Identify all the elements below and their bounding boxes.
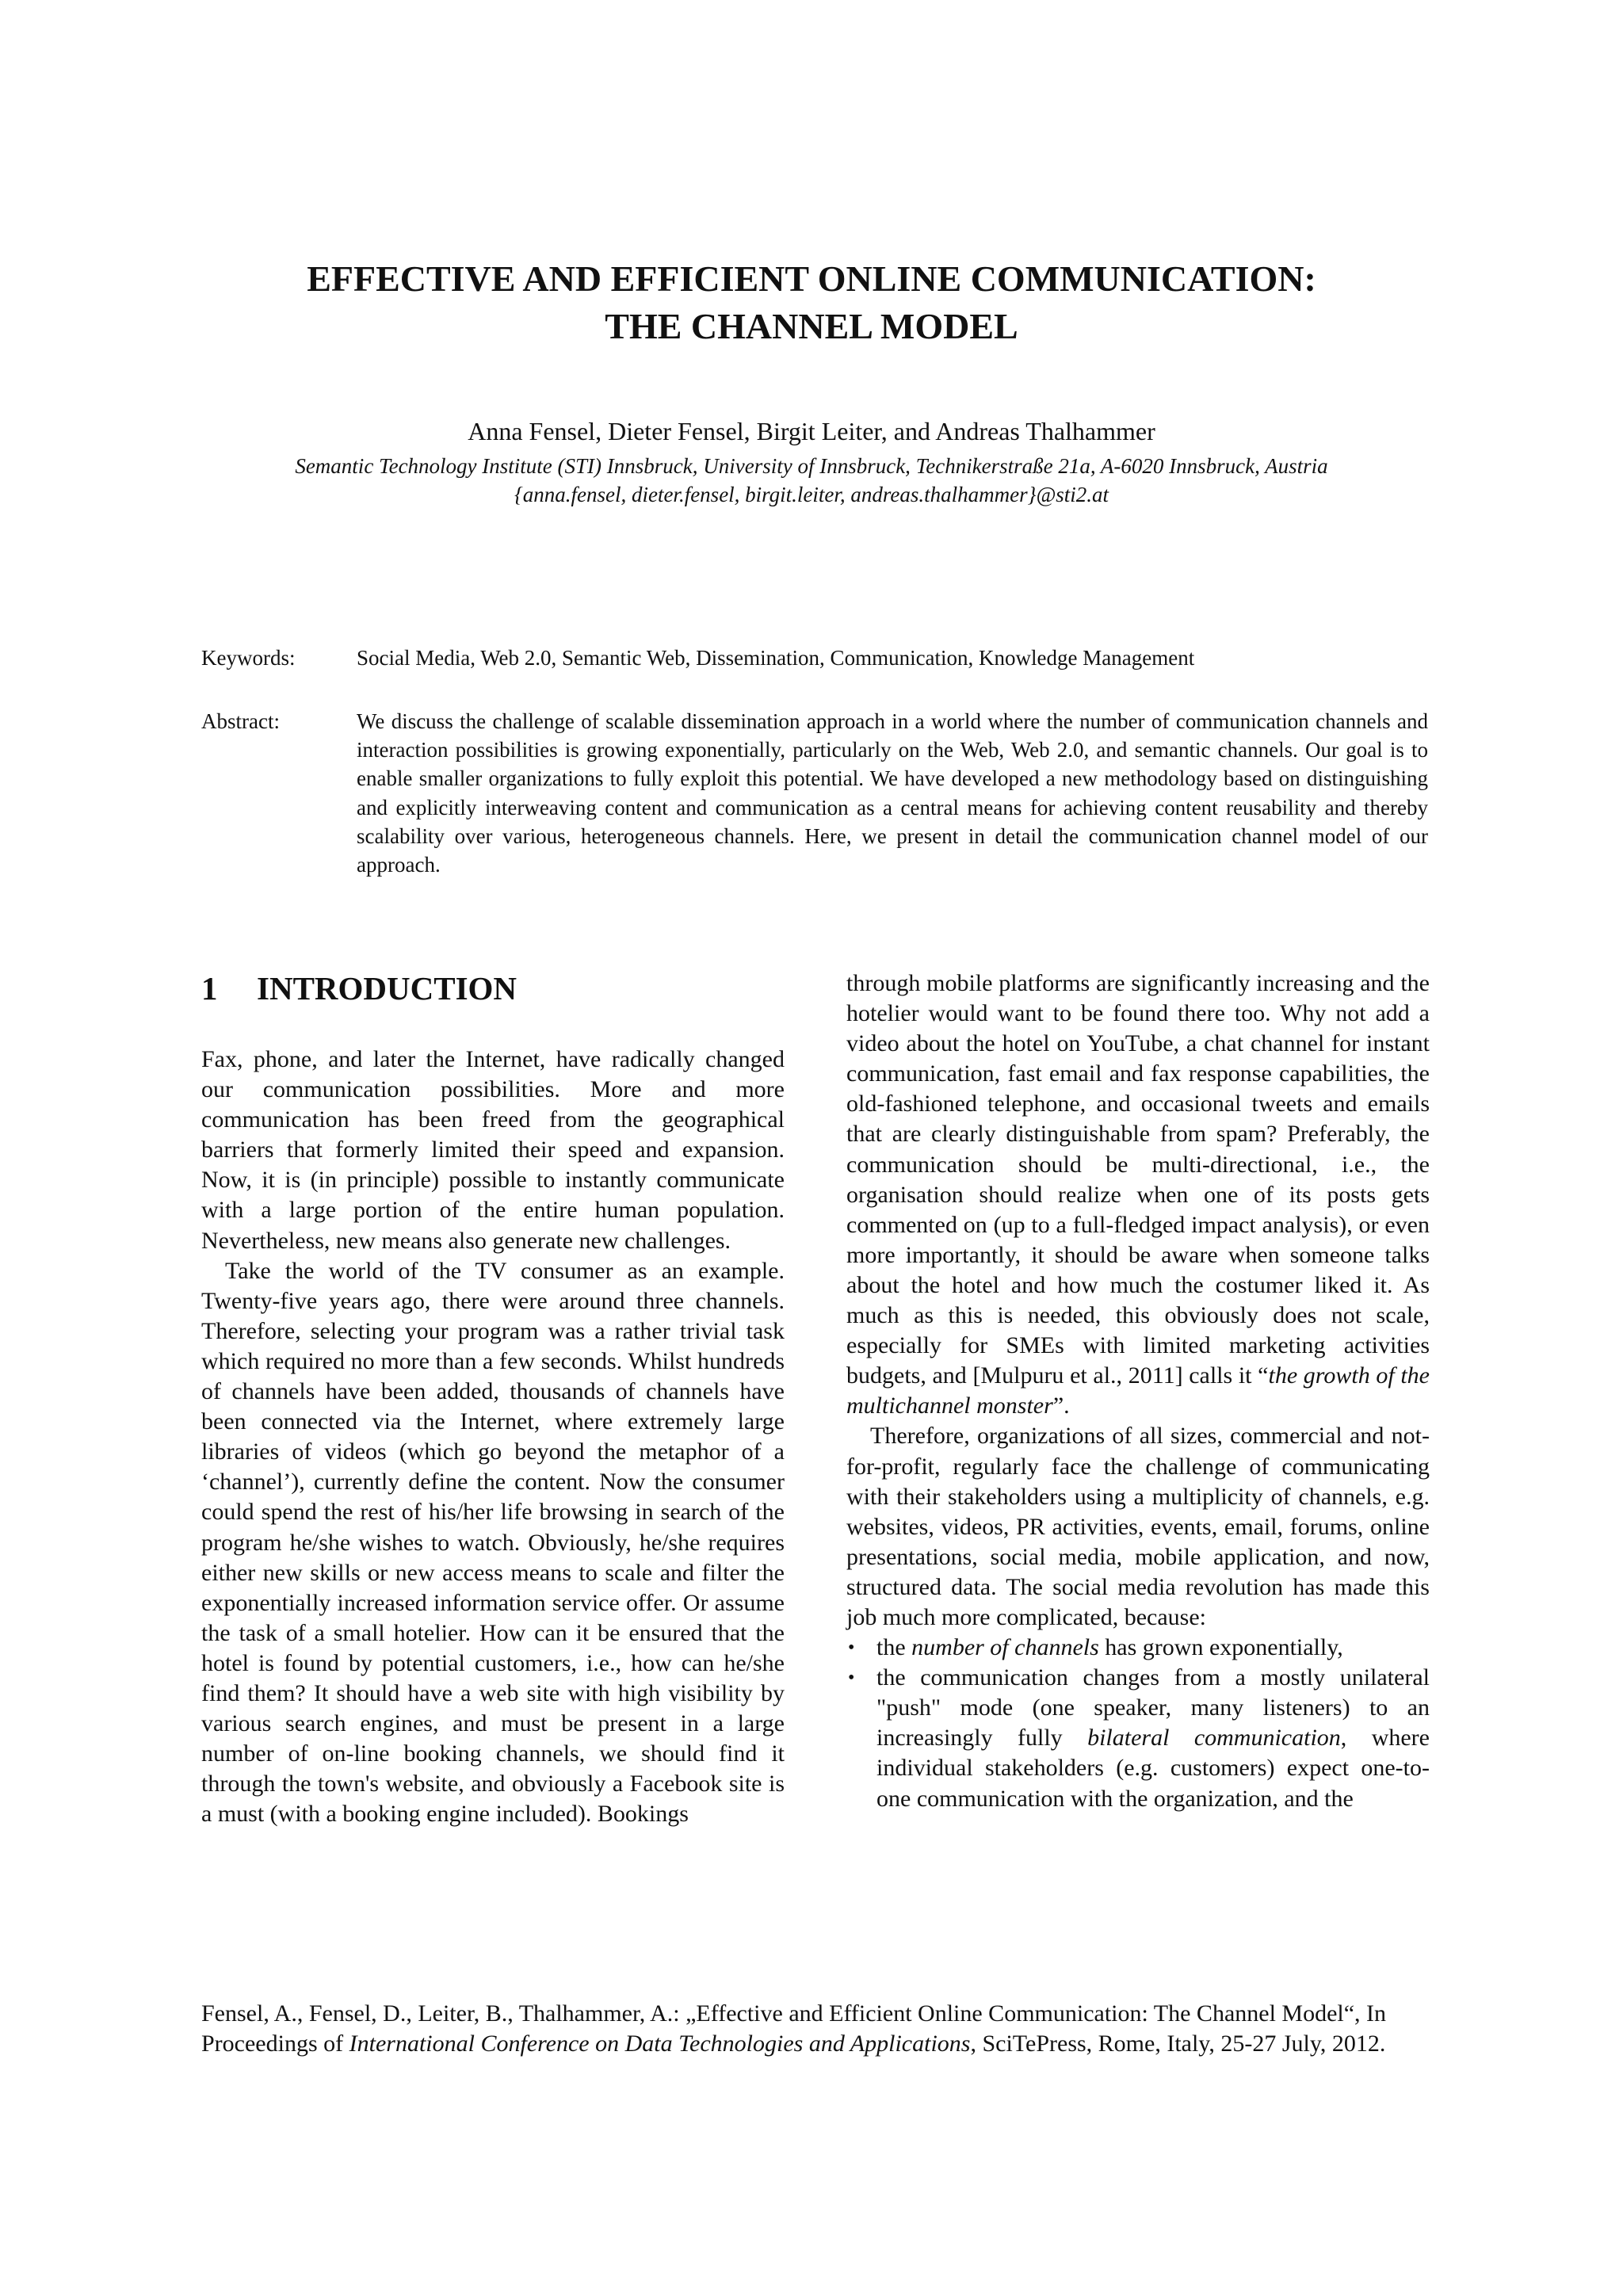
citation-text: Fensel, A., Fensel, D., Leiter, B., Thalhammer, A.: „Effective and Efficient Online Communication: The Channel Model“, In Proceedings of (201, 2000, 1387, 2057)
section-heading (201, 968, 517, 1008)
abstract-label: Abstract: (201, 709, 280, 733)
author-emails: {anna.fensel, dieter.fensel, birgit.leiter, andreas.thalhammer}@sti2.at (514, 483, 1109, 506)
right-column (846, 968, 1430, 1814)
section-number: 1 (201, 970, 218, 1007)
right-paragraph-1 (846, 968, 1430, 1421)
citation-footer (201, 1999, 1438, 2059)
citation-end: , SciTePress, Rome, Italy, 25-27 July, 2012. (970, 2030, 1386, 2057)
bullet2-end: , where individual stakeholders (e.g. customers) expect one-to-one communication with the organization, and the (876, 1725, 1430, 1812)
keywords-label: Keywords: (201, 646, 296, 670)
intro-paragraph-1: Fax, phone, and later the Internet, have radically changed our communication possibilities. More and more communication has been freed from the geographical barriers that formerly limited their speed and expansion. Now, it is (in principle) possible to instantly communicate with a large portion of the entire human population. Nevertheless, new means also generate new challenges. (201, 1046, 785, 1254)
bullet1-text: the (876, 1634, 912, 1661)
bullet1-emphasis: number of channels (911, 1634, 1099, 1661)
list-item (846, 1663, 1430, 1813)
left-column (201, 1045, 785, 1829)
right-p1-text: through mobile platforms are significantly increasing and the hotelier would want to be found there too. Why not add a video about the hotel on YouTube, a chat channel for instant communication, fast email and fax response capabilities, the old-fashioned telephone, and occasional tweets and emails that are clearly distinguishable from spam? Preferably, the communication should be multi-directional, i.e., the organisation should realize when one of its posts gets commented on (up to a full-fledged impact analysis), or even more importantly, it should be aware when someone talks about the hotel and how much the costumer liked it. As much as this is needed, this obviously does not scale, especially for SMEs with limited marketing activities budgets, and [Mulpuru et al., 2011] calls it “ (846, 970, 1430, 1389)
bullet-list (846, 1633, 1430, 1814)
bullet1-end: has grown exponentially, (1098, 1634, 1343, 1661)
citation-venue: International Conference on Data Technologies and Applications (349, 2030, 971, 2057)
right-paragraph-2: Therefore, organizations of all sizes, commercial and not-for-profit, regularly face the challenge of communicating with their stakeholders using a multiplicity of channels, e.g. websites, videos, PR activities, events, email, forums, online presentations, social media, mobile application, and now, structured data. The social media revolution has made this job much more complicated, because: (846, 1423, 1430, 1630)
section-title: INTRODUCTION (257, 970, 517, 1007)
title-line-2: THE CHANNEL MODEL (605, 306, 1018, 346)
keywords-text: Social Media, Web 2.0, Semantic Web, Dissemination, Communication, Knowledge Management (357, 646, 1195, 670)
affiliation: Semantic Technology Institute (STI) Innsbruck, University of Innsbruck, Technikerstraße 21a, A-6020 Innsbruck, Austria (295, 454, 1328, 478)
paper-title (0, 255, 1623, 350)
bullet2-text: the communication changes from a mostly unilateral "push" mode (one speaker, many listeners) to an increasingly fully (876, 1664, 1430, 1752)
right-p1-quote: the growth of the multichannel monster (846, 1362, 1430, 1419)
bullet-icon: • (848, 1637, 855, 1659)
author-list: Anna Fensel, Dieter Fensel, Birgit Leiter, and Andreas Thalhammer (468, 417, 1155, 445)
list-item (846, 1633, 1430, 1663)
abstract-text: We discuss the challenge of scalable dissemination approach in a world where the number of communication channels and interaction possibilities is growing exponentially, particularly on the Web, Web 2.0, and semantic channels. Our goal is to enable smaller organizations to fully exploit this potential. We have developed a new methodology based on distinguishing and explicitly interweaving content and communication as a central means for achieving content reusability and thereby scalability over various, heterogeneous channels. Here, we present in detail the communication channel model of our approach. (357, 709, 1428, 877)
intro-paragraph-2: Take the world of the TV consumer as an example. Twenty-five years ago, there were around three channels. Therefore, selecting your program was a rather trivial task which required no more than a few seconds. Whilst hundreds of channels have been added, thousands of channels have been connected via the Internet, where extremely large libraries of videos (which go beyond the metaphor of a ‘channel’), currently define the content. Now the consumer could spend the rest of his/her life browsing in search of the program he/she wishes to watch. Obviously, he/she requires either new skills or new access means to scale and filter the exponentially increased information service offer. Or assume the task of a small hotelier. How can it be ensured that the hotel is found by potential customers, i.e., how can he/she find them? It should have a web site with high visibility by various search engines, and must be present in a large number of on-line booking channels, we should find it through the town's website, and obviously a Facebook site is a must (with a booking engine included). Bookings (201, 1257, 785, 1828)
bullet-icon: • (848, 1668, 855, 1689)
title-line-1: EFFECTIVE AND EFFICIENT ONLINE COMMUNICATION: (307, 258, 1316, 299)
bullet2-emphasis: bilateral communication (1087, 1725, 1341, 1752)
right-p1-end: ”. (1052, 1392, 1070, 1419)
